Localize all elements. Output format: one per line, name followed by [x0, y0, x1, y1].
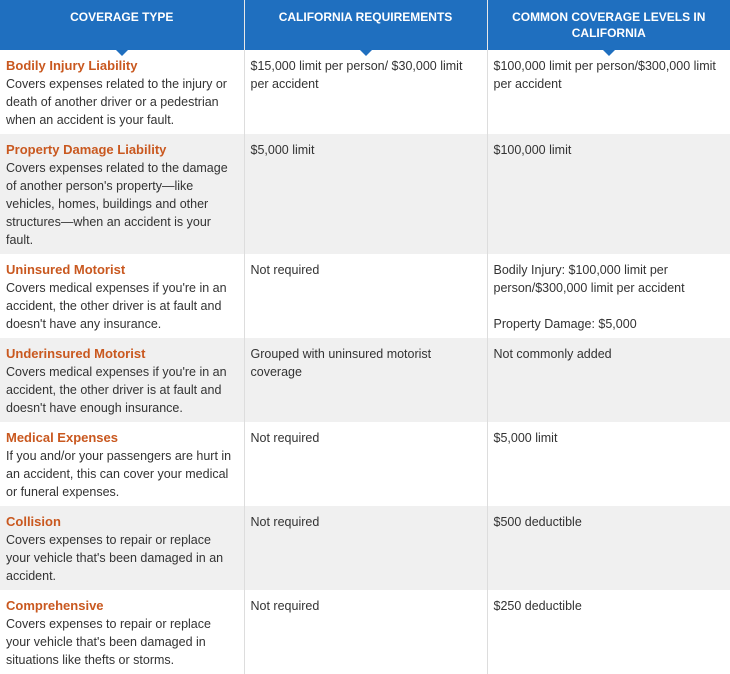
- header-coverage-type-label: COVERAGE TYPE: [70, 10, 174, 24]
- coverage-description: Covers expenses related to the injury or death of another driver or a pedestrian when an accident is your fault.: [6, 77, 227, 127]
- coverage-title: Comprehensive: [6, 598, 104, 613]
- table-body: [0, 50, 730, 674]
- header-coverage-type: [0, 0, 244, 50]
- coverage-type-cell: [0, 422, 244, 506]
- coverage-type-cell: [0, 50, 244, 134]
- common-level-cell: $5,000 limit: [487, 422, 730, 506]
- requirement-cell: $5,000 limit: [244, 134, 487, 254]
- table-row: [0, 134, 730, 254]
- table-header: [0, 0, 730, 50]
- requirement-cell: Not required: [244, 590, 487, 674]
- header-common-levels: [487, 0, 730, 50]
- coverage-title: Uninsured Motorist: [6, 262, 126, 277]
- coverage-type-cell: [0, 254, 244, 338]
- coverage-description: Covers expenses related to the damage of another person's property—like vehicles, homes, buildings and other structures—when an accident is your fault.: [6, 161, 228, 247]
- coverage-type-cell: [0, 338, 244, 422]
- common-level-extra-text: Property Damage: $5,000: [493, 317, 637, 331]
- table-row: [0, 422, 730, 506]
- common-level-cell: $100,000 limit: [487, 134, 730, 254]
- coverage-title: Medical Expenses: [6, 430, 118, 445]
- requirement-cell: Not required: [244, 506, 487, 590]
- coverage-type-cell: [0, 134, 244, 254]
- header-pointer-icon: [115, 49, 129, 56]
- coverage-title: Collision: [6, 514, 61, 529]
- common-level-cell: $500 deductible: [487, 506, 730, 590]
- coverage-title: Bodily Injury Liability: [6, 58, 138, 73]
- table-row: [0, 254, 730, 338]
- coverage-type-cell: [0, 506, 244, 590]
- coverage-description: Covers expenses to repair or replace your vehicle that's been damaged in situations like thefts or storms.: [6, 617, 211, 667]
- coverage-description: If you and/or your passengers are hurt in an accident, this can cover your medical or funeral expenses.: [6, 449, 232, 499]
- coverage-description: Covers medical expenses if you're in an accident, the other driver is at fault and doesn't have any insurance.: [6, 281, 227, 331]
- coverage-title: Property Damage Liability: [6, 142, 167, 157]
- requirement-cell: $15,000 limit per person/ $30,000 limit per accident: [244, 50, 487, 134]
- common-level-cell: Not commonly added: [487, 338, 730, 422]
- coverage-description: Covers expenses to repair or replace your vehicle that's been damaged in an accident.: [6, 533, 224, 583]
- common-level-text: Bodily Injury: $100,000 limit per person/$300,000 limit per accident: [493, 263, 685, 295]
- common-level-cell: $250 deductible: [487, 590, 730, 674]
- coverage-title: Underinsured Motorist: [6, 346, 146, 361]
- requirement-cell: Grouped with uninsured motorist coverage: [244, 338, 487, 422]
- requirement-cell: Not required: [244, 254, 487, 338]
- table-row: [0, 50, 730, 134]
- header-california-requirements: [244, 0, 487, 50]
- header-california-requirements-label: CALIFORNIA REQUIREMENTS: [278, 10, 453, 24]
- header-row: [0, 0, 730, 50]
- common-level-cell: [487, 254, 730, 338]
- coverage-type-cell: [0, 590, 244, 674]
- requirement-cell: Not required: [244, 422, 487, 506]
- table-row: [0, 506, 730, 590]
- common-level-cell: $100,000 limit per person/$300,000 limit per accident: [487, 50, 730, 134]
- header-pointer-icon: [602, 49, 616, 56]
- table-row: [0, 590, 730, 674]
- coverage-description: Covers medical expenses if you're in an accident, the other driver is at fault and doesn't have enough insurance.: [6, 365, 227, 415]
- header-common-levels-label: COMMON COVERAGE LEVELS IN CALIFORNIA: [512, 10, 706, 40]
- table-row: [0, 338, 730, 422]
- header-pointer-icon: [359, 49, 373, 56]
